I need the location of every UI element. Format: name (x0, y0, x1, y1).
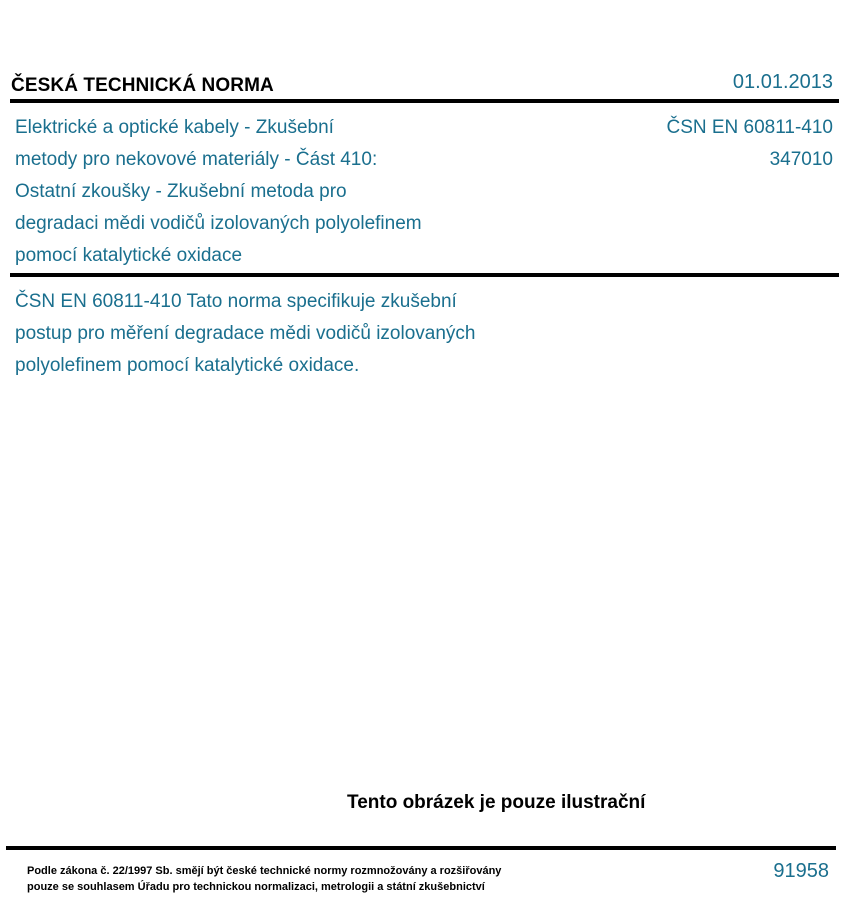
annotation-line: ČSN EN 60811-410 Tato norma specifikuje zkušební (15, 291, 457, 312)
standard-designation-block (666, 112, 833, 176)
illustration-note: Tento obrázek je pouze ilustrační (347, 792, 646, 813)
standard-title (15, 112, 515, 272)
legal-notice-line: Podle zákona č. 22/1997 Sb. smějí být české technické normy rozmnožovány a rozšiřovány (27, 865, 502, 877)
standard-title-line: degradaci mědi vodičů izolovaných polyolefinem (15, 213, 422, 234)
middle-divider (10, 273, 839, 277)
publication-date: 01.01.2013 (732, 71, 833, 93)
legal-notice-line: pouze se souhlasem Úřadu pro technickou normalizaci, metrologii a státní zkušebnictví (27, 881, 485, 893)
annotation-text (15, 286, 575, 382)
standard-title-line: pomocí katalytické oxidace (15, 245, 243, 266)
standard-title-line: metody pro nekovové materiály - Část 410: (15, 149, 378, 170)
top-divider (10, 99, 839, 103)
annotation-line: postup pro měření degradace mědi vodičů izolovaných (15, 323, 476, 344)
document-number: 91958 (773, 860, 829, 882)
document-header-title: ČESKÁ TECHNICKÁ NORMA (11, 75, 274, 96)
standard-title-line: Ostatní zkoušky - Zkušební metoda pro (15, 181, 347, 202)
annotation-line: polyolefinem pomocí katalytické oxidace. (15, 355, 360, 376)
legal-notice (27, 863, 501, 895)
standard-designation: ČSN EN 60811-410 (666, 117, 833, 138)
bottom-divider (6, 846, 836, 850)
classification-code: 347010 (769, 149, 833, 170)
standard-title-line: Elektrické a optické kabely - Zkušební (15, 117, 334, 138)
